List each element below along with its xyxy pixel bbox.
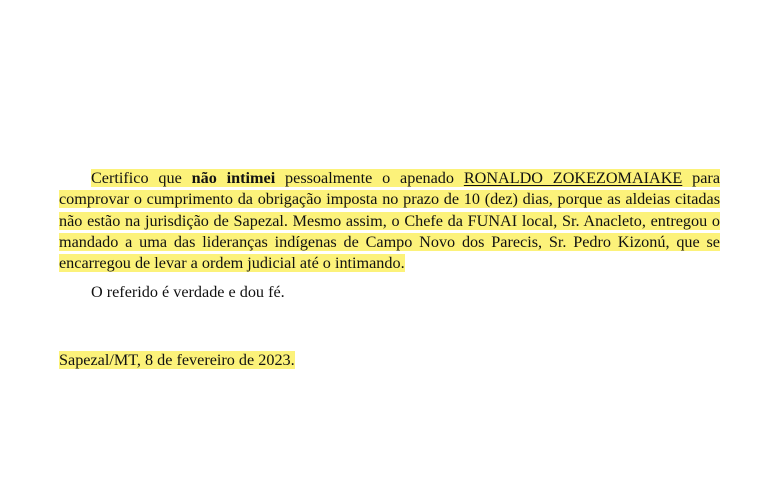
certificate-text-mid: pessoalmente o apenado: [275, 169, 464, 187]
certificate-text-start: Certifico que: [91, 169, 192, 187]
closing-statement: O referido é verdade e dou fé.: [91, 283, 285, 301]
defendant-name: RONALDO ZOKEZOMAIAKE: [463, 169, 683, 187]
certificate-paragraph: [59, 168, 720, 274]
date-line-text: Sapezal/MT, 8 de fevereiro de 2023.: [59, 351, 295, 369]
certificate-document: [59, 168, 720, 274]
highlighted-text: [59, 169, 720, 272]
not-notified-bold: não intimei: [191, 169, 276, 187]
date-line: [59, 350, 295, 371]
certificate-text-body: para comprovar o cumprimento da obrigação imposta no prazo de 10 (dez) dias, porque as aldeias citadas não estão na jurisdição de Sapezal. Mesmo assim, o Chefe da FUNAI local, Sr. Anacleto, entregou o mandado a uma das lideranças indígenas de Campo Novo dos Parecis, Sr. Pedro Kizonú, que se encarregou de levar a ordem judicial até o intimando.: [59, 169, 720, 273]
